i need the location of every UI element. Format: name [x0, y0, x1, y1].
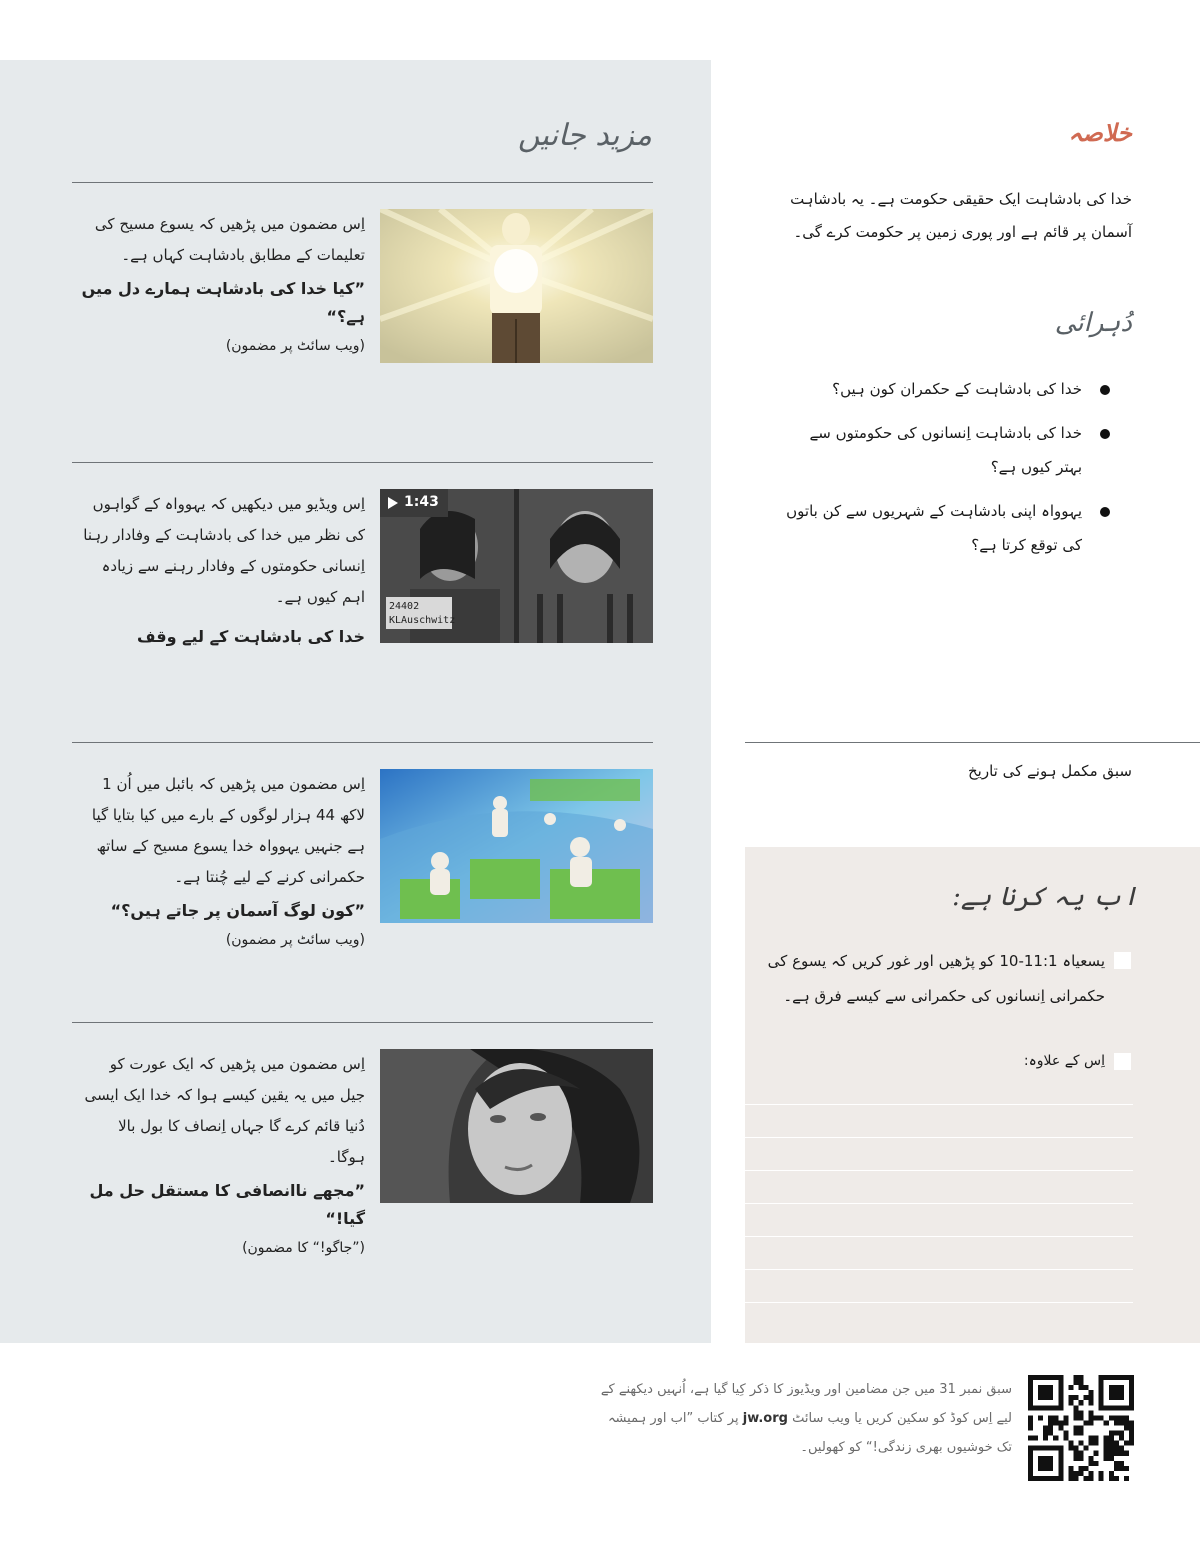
more-info-title: مزید جانیں	[517, 118, 652, 153]
todo-item-1: یسعیاہ 11:1-10 کو پڑھیں اور غور کریں کہ یسوع کی حکمرانی اِنسانوں کی حکمرانی سے کیسے فرق ہے۔	[767, 952, 1105, 1005]
heavenly-kingdom-illustration	[380, 769, 653, 923]
glowing-man-illustration	[380, 209, 653, 363]
summary-text: خدا کی بادشاہت ایک حقیقی حکومت ہے۔ یہ بادشاہت آسمان پر قائم ہے اور پوری زمین پر حکومت کرے گی۔	[790, 190, 1132, 241]
card-4-image[interactable]	[380, 1049, 653, 1203]
mugshot-id-label: 24402 KLAuschwitz	[389, 601, 456, 626]
review-question: یہوواہ اپنی بادشاہت کے شہریوں سے کن باتوں کی توقع کرتا ہے؟	[780, 494, 1110, 562]
writing-line[interactable]	[745, 1170, 1133, 1171]
card-2-description: اِس ویڈیو میں دیکھیں کہ یہوواہ کے گواہوں کی نظر میں خدا کی بادشاہت کے وفادار رہنا اِنسانی حکومتوں کے وفادار رہنے سے زیادہ اہم کیوں ہے۔	[83, 495, 365, 606]
video-duration-badge: 1:43	[380, 489, 448, 517]
writing-line[interactable]	[745, 1236, 1133, 1237]
website-link[interactable]: jw.org	[742, 1411, 788, 1426]
writing-line[interactable]	[745, 1269, 1133, 1270]
divider	[72, 182, 653, 183]
summary-heading: خلاصہ	[1068, 118, 1132, 147]
writing-line[interactable]	[745, 1137, 1133, 1138]
card-3-text-block	[80, 769, 365, 953]
review-question: خدا کی بادشاہت اِنسانوں کی حکومتوں سے بہتر کیوں ہے؟	[780, 416, 1110, 484]
card-2-text-block	[80, 489, 365, 651]
divider	[72, 742, 653, 743]
writing-line[interactable]	[745, 1203, 1133, 1204]
card-4-description: اِس مضمون میں پڑھیں کہ ایک عورت کو جیل میں یہ یقین کیسے ہوا کہ خدا ایک ایسی دُنیا قائم کرے گا جہاں اِنصاف کا بول بالا ہوگا۔	[84, 1055, 365, 1166]
review-heading: دُہرائی	[1054, 308, 1132, 338]
card-4-text-block	[80, 1049, 365, 1261]
card-2-video-thumbnail[interactable]	[380, 489, 653, 643]
bullet-icon	[1100, 507, 1110, 517]
card-3-image[interactable]	[380, 769, 653, 923]
divider	[72, 462, 653, 463]
card-1-text-block	[80, 209, 365, 359]
footer-text: سبق نمبر 31 میں جن مضامین اور ویڈیوز کا ذکر کِیا گیا ہے، اُنہیں دیکھنے کے لیے اِس کوڈ کو سکین کریں یا ویب سائٹ jw.org پر کتاب ”اب اور ہمیشہ تک خوشیوں بھری زندگی!“ کو کھولیں۔	[600, 1382, 1012, 1455]
todo-item-2: اِس کے علاوہ:	[1023, 1053, 1105, 1069]
writing-line[interactable]	[745, 1302, 1133, 1303]
qr-code-icon[interactable]	[1028, 1375, 1134, 1481]
review-list	[780, 372, 1110, 572]
completion-date-rule	[745, 742, 1200, 743]
todo-checkbox-1[interactable]	[1114, 952, 1131, 969]
writing-line[interactable]	[745, 1104, 1133, 1105]
bullet-icon	[1100, 429, 1110, 439]
divider	[72, 1022, 653, 1023]
card-1-description: اِس مضمون میں پڑھیں کہ یسوع مسیح کی تعلیمات کے مطابق بادشاہت کہاں ہے۔	[94, 215, 365, 264]
todo-checkbox-2[interactable]	[1114, 1053, 1131, 1070]
card-4-title-link[interactable]: ”مجھے ناانصافی کا مستقل حل مل گیا!“	[89, 1181, 365, 1228]
todo-heading: اب یہ کرنا ہے:	[952, 882, 1138, 912]
card-4-note: (”جاگو!“ کا مضمون)	[242, 1240, 365, 1256]
card-3-title-link[interactable]: ”کون لوگ آسمان پر جاتے ہیں؟“	[110, 901, 365, 920]
woman-portrait-photo	[380, 1049, 653, 1203]
card-1-image[interactable]	[380, 209, 653, 363]
card-3-description: اِس مضمون میں پڑھیں کہ بائبل میں اُن 1 لاکھ 44 ہزار لوگوں کے بارے میں کیا بتایا گیا ہے جنہیں یہوواہ خدا یسوع مسیح کے ساتھ حکمرانی کرنے کے لیے چُنتا ہے۔	[91, 775, 365, 886]
card-1-note: (ویب سائٹ پر مضمون)	[225, 338, 365, 354]
card-2-title-link[interactable]: خدا کی بادشاہت کے لیے وقف	[137, 627, 365, 646]
card-3-note: (ویب سائٹ پر مضمون)	[225, 932, 365, 948]
card-1-title-link[interactable]: ”کیا خدا کی بادشاہت ہمارے دل میں ہے؟“	[81, 279, 365, 326]
play-icon	[388, 497, 398, 509]
review-question: خدا کی بادشاہت کے حکمران کون ہیں؟	[780, 372, 1110, 406]
completion-date-label: سبق مکمل ہونے کی تاریخ	[967, 762, 1132, 780]
bullet-icon	[1100, 385, 1110, 395]
